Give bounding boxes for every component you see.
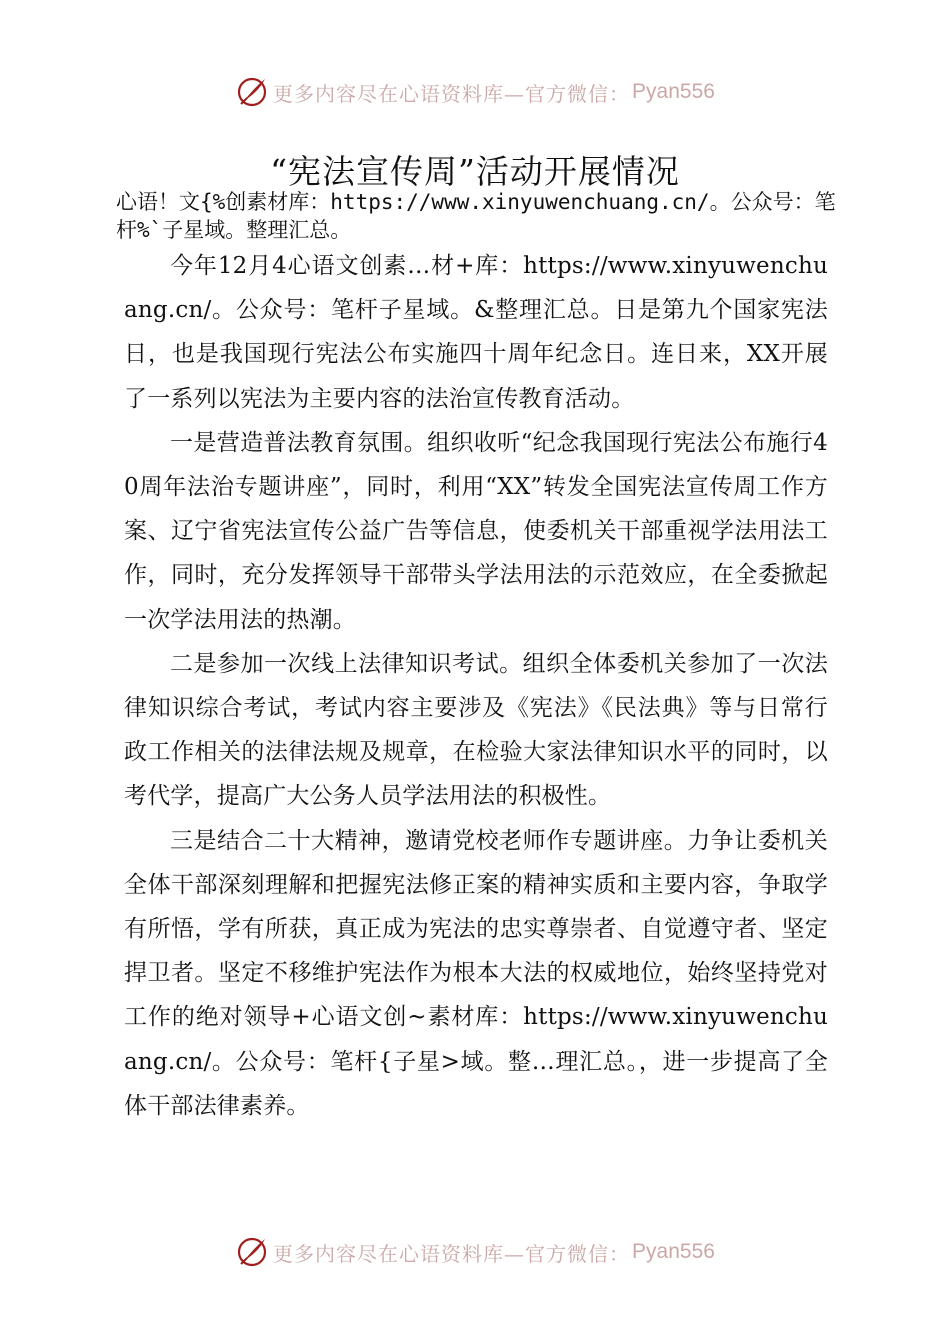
paragraph-first-item: 一是营造普法教育氛围。组织收听“纪念我国现行宪法公布施行40周年法治专题讲座”，同时，利用“XX”转发全国宪法宣传周工作方案、辽宁省宪法宣传公益广告等信息，使委机关干部重视学法用法工作，同时，充分发挥领导干部带头学法用法的示范效应，在全委掀起一次学法用法的热潮。 (124, 429, 828, 633)
source-note: 心语！文{%创素材库：https://www.xinyuwenchuang.cn/。公众号：笔杆%`子星域。整理汇总。 (116, 190, 836, 242)
header-banner (0, 70, 950, 114)
feather-quill-logo-icon (235, 75, 269, 109)
feather-quill-logo-icon (235, 1235, 269, 1269)
banner-text: 更多内容尽在心语资料库—官方微信： (273, 1241, 631, 1266)
document-body (124, 244, 828, 1128)
paragraph-third-item: 三是结合二十大精神，邀请党校老师作专题讲座。力争让委机关全体干部深刻理解和把握宪法修正案的精神实质和主要内容，争取学有所悟，学有所获，真正成为宪法的忠实尊崇者、自觉遵守者、坚定捍卫者。坚定不移维护宪法作为根本大法的权威地位，始终坚持党对工作的绝对领导+心语文创~素材库：https://www.xinyuwenchuang.cn/。公众号：笔杆{子星>域。整…理汇总。，进一步提高了全体干部法律素养。 (124, 827, 828, 1119)
paragraph-second-item: 二是参加一次线上法律知识考试。组织全体委机关参加了一次法律知识综合考试，考试内容主要涉及《宪法》《民法典》等与日常行政工作相关的法律法规及规章，在检验大家法律知识水平的同时，以考代学，提高广大公务人员学法用法的积极性。 (124, 650, 828, 810)
banner-wechat-id: Pyan556 (632, 1240, 715, 1263)
footer-banner (0, 1230, 950, 1274)
banner-text: 更多内容尽在心语资料库—官方微信： (273, 81, 631, 106)
paragraph-intro: 今年12月4心语文创素…材+库：https://www.xinyuwenchuang.cn/。公众号：笔杆子星域。&整理汇总。日是第九个国家宪法日，也是我国现行宪法公布实施四十周年纪念日。连日来，XX开展了一系列以宪法为主要内容的法治宣传教育活动。 (124, 253, 828, 412)
banner-wechat-id: Pyan556 (632, 80, 715, 103)
document-title: “宪法宣传周”活动开展情况 (270, 152, 680, 191)
